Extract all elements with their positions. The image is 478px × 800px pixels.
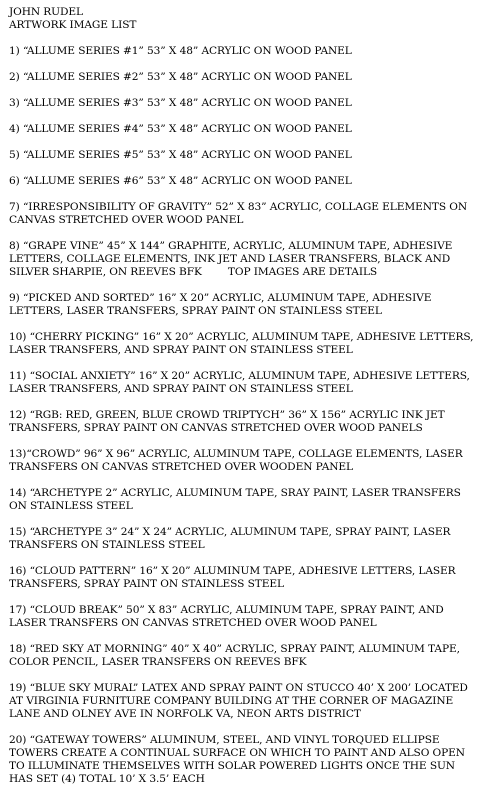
artwork-item-1: 1) “ALLUME SERIES #1” 53” X 48” ACRYLIC ON WOOD PANEL	[9, 45, 352, 57]
artwork-item-14: 14) “ARCHETYPE 2” ACRYLIC, ALUMINUM TAPE, SRAY PAINT, LASER TRANSFERS ON STAINLESS STEEL	[9, 487, 465, 512]
artist-name: JOHN RUDEL	[9, 6, 83, 18]
artwork-item-2: 2) “ALLUME SERIES #2” 53” X 48” ACRYLIC ON WOOD PANEL	[9, 71, 352, 83]
artwork-item-18: 18) “RED SKY AT MORNING” 40” X 40” ACRYLIC, SPRAY PAINT, ALUMINUM TAPE, COLOR PENCIL, LASER TRANSFERS ON REEVES BFK	[9, 643, 464, 668]
artwork-item-20: 20) “GATEWAY TOWERS” ALUMINUM, STEEL, AND VINYL TORQUED ELLIPSE TOWERS CREATE A CONTINUAL SURFACE ON WHICH TO PAINT AND ALSO OPEN TO ILLUMINATE THEMSELVES WITH SOLAR POWERED LIGHTS ONCE THE SUN HAS SET (4) TOTAL 10’ X 3.5’ EACH	[9, 734, 469, 785]
artwork-item-8: 8) “GRAPE VINE” 45” X 144” GRAPHITE, ACRYLIC, ALUMINUM TAPE, ADHESIVE LETTERS, COLLAGE ELEMENTS, INK JET AND LASER TRANSFERS, BLACK AND SILVER SHARPIE, ON REEVES BFK TOP IMAGES ARE DETAILS	[9, 240, 456, 278]
artwork-item-15: 15) “ARCHETYPE 3” 24” X 24” ACRYLIC, ALUMINUM TAPE, SPRAY PAINT, LASER TRANSFERS ON STAINLESS STEEL	[9, 526, 454, 551]
artwork-item-13: 13)“CROWD” 96” X 96” ACRYLIC, ALUMINUM TAPE, COLLAGE ELEMENTS, LASER TRANSFERS ON CANVAS STRETCHED OVER WOODEN PANEL	[9, 448, 466, 473]
list-title: ARTWORK IMAGE LIST	[9, 19, 137, 31]
artwork-item-11: 11) “SOCIAL ANXIETY” 16” X 20” ACRYLIC, ALUMINUM TAPE, ADHESIVE LETTERS, LASER TRANSFERS, AND SPRAY PAINT ON STAINLESS STEEL	[9, 370, 474, 395]
artwork-item-7: 7) “IRRESPONSIBILITY OF GRAVITY” 52” X 83” ACRYLIC, COLLAGE ELEMENTS ON CANVAS STRETCHED OVER WOOD PANEL	[9, 201, 471, 226]
artwork-item-6: 6) “ALLUME SERIES #6” 53” X 48” ACRYLIC ON WOOD PANEL	[9, 175, 352, 187]
artwork-item-16: 16) “CLOUD PATTERN” 16” X 20” ALUMINUM TAPE, ADHESIVE LETTERS, LASER TRANSFERS, SPRAY PAINT ON STAINLESS STEEL	[9, 565, 459, 590]
artwork-item-17: 17) “CLOUD BREAK” 50” X 83” ACRYLIC, ALUMINUM TAPE, SPRAY PAINT, AND LASER TRANSFERS ON CANVAS STRETCHED OVER WOOD PANEL	[9, 604, 447, 629]
document-page	[9, 6, 475, 786]
artwork-item-12: 12) “RGB: RED, GREEN, BLUE CROWD TRIPTYCH” 36” X 156” ACRYLIC INK JET TRANSFERS, SPRAY PAINT ON CANVAS STRETCHED OVER WOOD PANELS	[9, 409, 448, 434]
artwork-item-9: 9) “PICKED AND SORTED” 16” X 20” ACRYLIC, ALUMINUM TAPE, ADHESIVE LETTERS, LASER TRANSFERS, SPRAY PAINT ON STAINLESS STEEL	[9, 292, 435, 317]
artwork-item-19: 19) “BLUE SKY MURAL” LATEX AND SPRAY PAINT ON STUCCO 40’ X 200’ LOCATED AT VIRGINIA FURNITURE COMPANY BUILDING AT THE CORNER OF MAGAZINE LANE AND OLNEY AVE IN NORFOLK VA, NEON ARTS DISTRICT	[9, 682, 472, 720]
document-header	[9, 6, 475, 32]
artwork-item-4: 4) “ALLUME SERIES #4” 53” X 48” ACRYLIC ON WOOD PANEL	[9, 123, 352, 135]
artwork-list	[9, 45, 475, 786]
artwork-item-10: 10) “CHERRY PICKING” 16” X 20” ACRYLIC, ALUMINUM TAPE, ADHESIVE LETTERS, LASER TRANSFERS, AND SPRAY PAINT ON STAINLESS STEEL	[9, 331, 477, 356]
artwork-item-3: 3) “ALLUME SERIES #3” 53” X 48” ACRYLIC ON WOOD PANEL	[9, 97, 352, 109]
artwork-item-5: 5) “ALLUME SERIES #5” 53” X 48” ACRYLIC ON WOOD PANEL	[9, 149, 352, 161]
